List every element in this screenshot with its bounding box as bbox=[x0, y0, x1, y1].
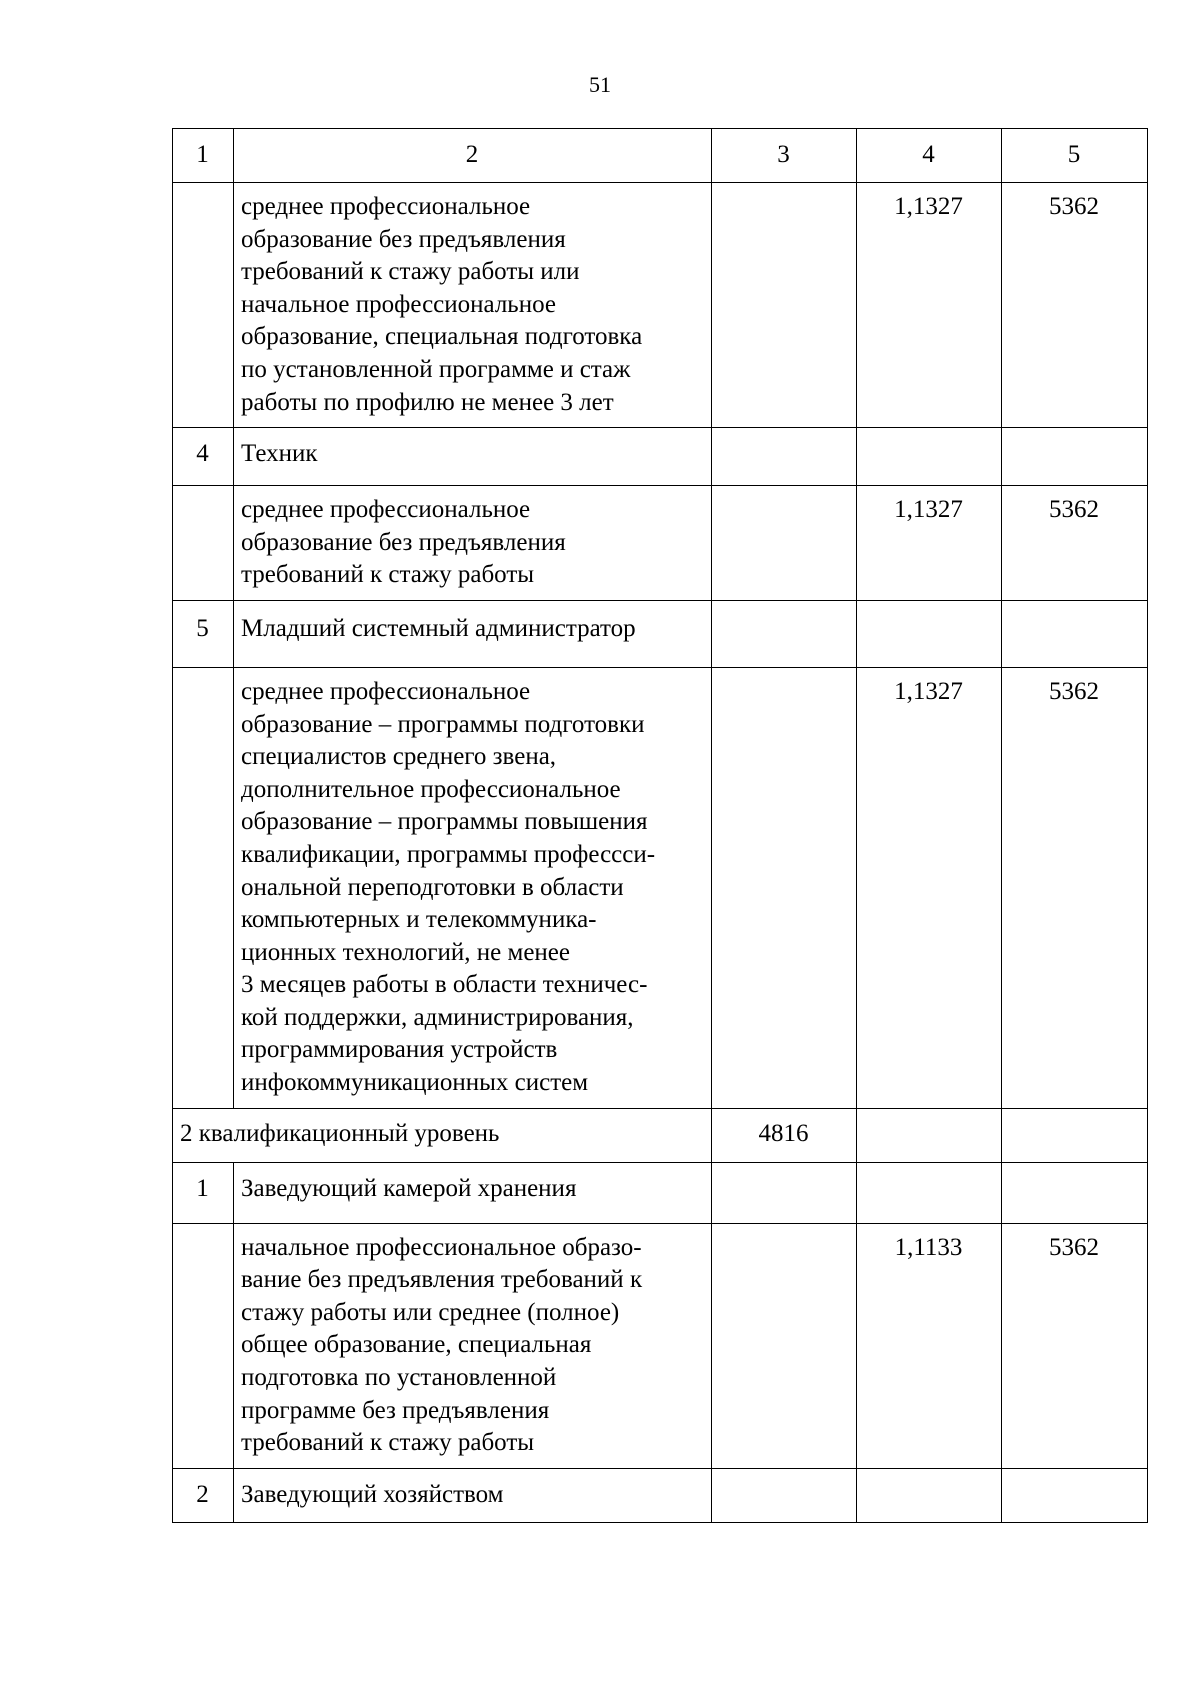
row-number-cell bbox=[173, 183, 234, 428]
coefficient-cell bbox=[857, 1468, 1002, 1522]
row-number-cell bbox=[173, 1223, 234, 1468]
table-row-position bbox=[173, 1468, 1148, 1522]
row-number-cell bbox=[173, 486, 234, 601]
salary-base-cell bbox=[712, 428, 857, 486]
table-row-qualification-level bbox=[173, 1108, 1148, 1162]
coefficient-cell: 1,1327 bbox=[857, 183, 1002, 428]
position-title: Техник bbox=[234, 428, 712, 486]
qualification-table bbox=[172, 128, 1148, 1523]
row-number-cell: 2 bbox=[173, 1468, 234, 1522]
header-cell-1: 1 bbox=[173, 129, 234, 183]
salary-cell: 5362 bbox=[1002, 667, 1148, 1108]
row-number-cell: 1 bbox=[173, 1162, 234, 1223]
qualification-level-title: 2 квалификационный уровень bbox=[173, 1108, 712, 1162]
header-cell-3: 3 bbox=[712, 129, 857, 183]
salary-cell bbox=[1002, 1108, 1148, 1162]
salary-cell: 5362 bbox=[1002, 1223, 1148, 1468]
coefficient-cell bbox=[857, 1162, 1002, 1223]
requirements-text: среднее профессиональное образование – программы подготовки специалистов среднего звена, дополнительное профессиональное образование – программы повышения квалификации, программы профессси- ональной переподготовки в области компьютерных и телекоммуника- ционных технологий, не менее 3 месяцев работы в области техничес- кой поддержки, администрирования, программирования устройств инфокоммуникационных систем bbox=[234, 667, 712, 1108]
position-title: Младший системный администратор bbox=[234, 600, 712, 667]
coefficient-cell bbox=[857, 600, 1002, 667]
salary-base-cell: 4816 bbox=[712, 1108, 857, 1162]
salary-cell: 5362 bbox=[1002, 486, 1148, 601]
table-row-requirements bbox=[173, 667, 1148, 1108]
position-title: Заведующий хозяйством bbox=[234, 1468, 712, 1522]
header-cell-2: 2 bbox=[234, 129, 712, 183]
table-row-requirements bbox=[173, 1223, 1148, 1468]
coefficient-cell bbox=[857, 1108, 1002, 1162]
salary-cell bbox=[1002, 1468, 1148, 1522]
salary-base-cell bbox=[712, 667, 857, 1108]
position-title: Заведующий камерой хранения bbox=[234, 1162, 712, 1223]
table-header-row bbox=[173, 129, 1148, 183]
coefficient-cell: 1,1327 bbox=[857, 486, 1002, 601]
page-number: 51 bbox=[589, 72, 611, 97]
requirements-text: начальное профессиональное образо- вание без предъявления требований к стажу работы или среднее (полное) общее образование, специальная подготовка по установленной программе без предъявления требований к стажу работы bbox=[234, 1223, 712, 1468]
table-row-position bbox=[173, 428, 1148, 486]
requirements-text: среднее профессиональное образование без предъявления требований к стажу работы bbox=[234, 486, 712, 601]
salary-base-cell bbox=[712, 486, 857, 601]
salary-base-cell bbox=[712, 1223, 857, 1468]
salary-base-cell bbox=[712, 183, 857, 428]
salary-cell bbox=[1002, 600, 1148, 667]
row-number-cell: 4 bbox=[173, 428, 234, 486]
coefficient-cell bbox=[857, 428, 1002, 486]
table-row-position bbox=[173, 1162, 1148, 1223]
salary-cell bbox=[1002, 1162, 1148, 1223]
salary-cell bbox=[1002, 428, 1148, 486]
row-number-cell bbox=[173, 667, 234, 1108]
row-number-cell: 5 bbox=[173, 600, 234, 667]
salary-base-cell bbox=[712, 1468, 857, 1522]
table-row-requirements bbox=[173, 183, 1148, 428]
coefficient-cell: 1,1133 bbox=[857, 1223, 1002, 1468]
header-cell-4: 4 bbox=[857, 129, 1002, 183]
table-row-requirements bbox=[173, 486, 1148, 601]
salary-cell: 5362 bbox=[1002, 183, 1148, 428]
salary-base-cell bbox=[712, 600, 857, 667]
coefficient-cell: 1,1327 bbox=[857, 667, 1002, 1108]
salary-base-cell bbox=[712, 1162, 857, 1223]
header-cell-5: 5 bbox=[1002, 129, 1148, 183]
table-row-position bbox=[173, 600, 1148, 667]
requirements-text: среднее профессиональное образование без предъявления требований к стажу работы или начальное профессиональное образование, специальная подготовка по установленной программе и стаж работы по профилю не менее 3 лет bbox=[234, 183, 712, 428]
